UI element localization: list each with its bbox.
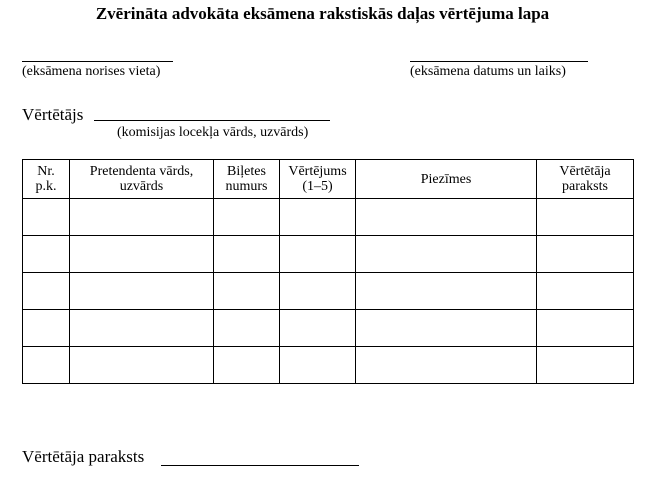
exam-place-caption: (eksāmena norises vieta) [22,64,161,79]
exam-place-line[interactable] [22,61,173,62]
table-cell[interactable] [23,310,70,347]
table-header-row [23,160,634,199]
table-cell[interactable] [214,236,280,273]
table-cell[interactable] [23,273,70,310]
signature-label: Vērtētāja paraksts [22,447,145,466]
header-grade: Vērtējums (1–5) [280,160,356,199]
exam-date-caption: (eksāmena datums un laiks) [410,64,566,79]
table-cell[interactable] [356,236,537,273]
table-cell[interactable] [214,273,280,310]
table-row [23,273,634,310]
header-ticket-number: Biļetes numurs [214,160,280,199]
table-cell[interactable] [70,273,214,310]
evaluator-name-line[interactable] [94,120,330,121]
table-cell[interactable] [280,347,356,384]
header-nr: Nr. p.k. [23,160,70,199]
table-cell[interactable] [70,347,214,384]
table-cell[interactable] [23,199,70,236]
evaluation-table [22,159,634,384]
table-cell[interactable] [70,199,214,236]
table-body [23,199,634,384]
table-cell[interactable] [537,236,634,273]
table-cell[interactable] [70,310,214,347]
table-cell[interactable] [537,347,634,384]
evaluator-caption: (komisijas locekļa vārds, uzvārds) [117,125,309,140]
table-cell[interactable] [356,273,537,310]
table-row [23,199,634,236]
table-row [23,310,634,347]
table-cell[interactable] [537,310,634,347]
table-cell[interactable] [23,347,70,384]
table-cell[interactable] [214,199,280,236]
header-candidate-name: Pretendenta vārds, uzvārds [70,160,214,199]
evaluator-label: Vērtētājs [22,105,84,124]
header-evaluator-signature: Vērtētāja paraksts [537,160,634,199]
table-cell[interactable] [280,236,356,273]
table-cell[interactable] [23,236,70,273]
table-cell[interactable] [214,347,280,384]
table-cell[interactable] [70,236,214,273]
table-cell[interactable] [280,310,356,347]
signature-line[interactable] [161,465,359,466]
table-cell[interactable] [214,310,280,347]
table-cell[interactable] [537,199,634,236]
table-cell[interactable] [356,199,537,236]
table-cell[interactable] [356,347,537,384]
table-cell[interactable] [280,273,356,310]
table-row [23,236,634,273]
page-title: Zvērināta advokāta eksāmena rakstiskās daļas vērtējuma lapa [95,4,550,23]
table-cell[interactable] [356,310,537,347]
header-notes: Piezīmes [356,160,537,199]
table-row [23,347,634,384]
exam-date-line[interactable] [410,61,588,62]
table-cell[interactable] [280,199,356,236]
table-cell[interactable] [537,273,634,310]
